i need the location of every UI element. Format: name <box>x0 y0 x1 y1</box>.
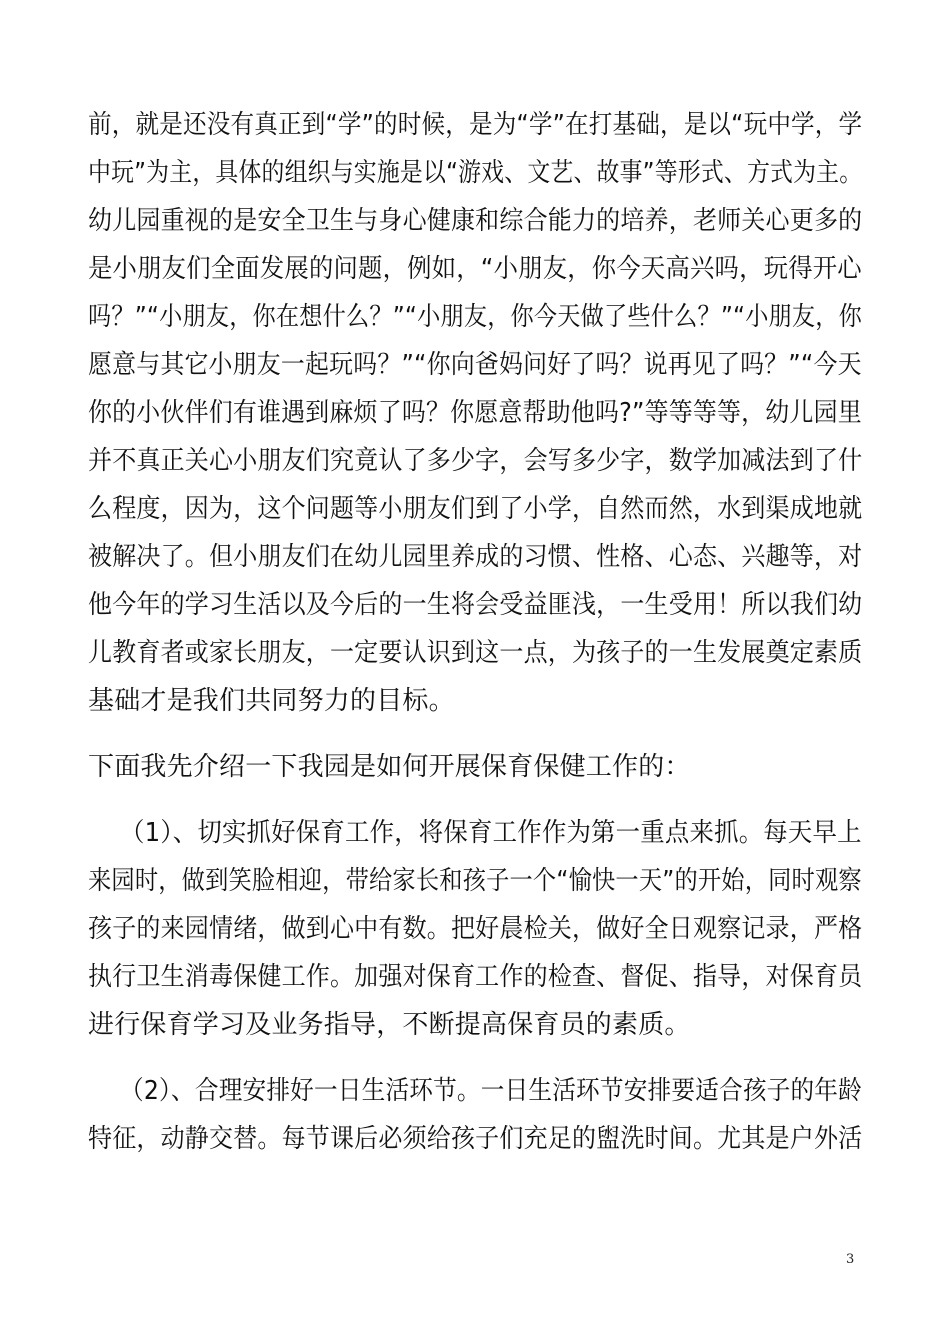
paragraph-line: 并不真正关心小朋友们究竟认了多少字，会写多少字，数学加减法到了什 <box>88 446 863 476</box>
paragraph-line: 下面我先介绍一下我园是如何开展保育保健工作的： <box>88 752 691 782</box>
paragraph-line: 愿意与其它小朋友一起玩吗？”“你向爸妈问好了吗？说再见了吗？”“今天 <box>88 350 862 380</box>
paragraph-line: 进行保育学习及业务指导，不断提高保育员的素质。 <box>88 1010 691 1040</box>
paragraph-line: 是小朋友们全面发展的问题，例如，“小朋友，你今天高兴吗，玩得开心 <box>88 254 862 284</box>
page-number: 3 <box>846 1252 855 1267</box>
paragraph-line: 儿教育者或家长朋友，一定要认识到这一点，为孩子的一生发展奠定素质 <box>88 638 863 668</box>
paragraph-line: 基础才是我们共同努力的目标。 <box>88 686 455 716</box>
paragraph-line: 你的小伙伴们有谁遇到麻烦了吗？你愿意帮助他吗?”等等等等，幼儿园里 <box>88 398 862 428</box>
paragraph-line: 孩子的来园情绪，做到心中有数。把好晨检关，做好全日观察记录，严格 <box>88 914 863 944</box>
paragraph-line: 来园时，做到笑脸相迎，带给家长和孩子一个“愉快一天”的开始，同时观察 <box>88 866 862 896</box>
paragraph-line: 中玩”为主，具体的组织与实施是以“游戏、文艺、故事”等形式、方式为主。 <box>88 158 863 188</box>
paragraph-line: 前，就是还没有真正到“学”的时候，是为“学”在打基础，是以“玩中学，学 <box>88 110 863 140</box>
paragraph-line: 被解决了。但小朋友们在幼儿园里养成的习惯、性格、心态、兴趣等，对 <box>88 542 863 572</box>
paragraph-line: 特征，动静交替。每节课后必须给孩子们充足的盥洗时间。尤其是户外活 <box>88 1124 863 1154</box>
paragraph-line: （1）、切实抓好保育工作，将保育工作作为第一重点来抓。每天早上 <box>120 818 862 848</box>
paragraph-line: （2）、合理安排好一日生活环节。一日生活环节安排要适合孩子的年龄 <box>120 1076 862 1106</box>
paragraph-line: 他今年的学习生活以及今后的一生将会受益匪浅，一生受用！所以我们幼 <box>88 590 863 620</box>
paragraph-line: 执行卫生消毒保健工作。加强对保育工作的检查、督促、指导，对保育员 <box>88 962 863 992</box>
paragraph-line: 么程度，因为，这个问题等小朋友们到了小学，自然而然，水到渠成地就 <box>88 494 863 524</box>
paragraph-line: 幼儿园重视的是安全卫生与身心健康和综合能力的培养，老师关心更多的 <box>88 206 863 236</box>
paragraph-line: 吗？”“小朋友，你在想什么？”“小朋友，你今天做了些什么？”“小朋友，你 <box>88 302 863 332</box>
